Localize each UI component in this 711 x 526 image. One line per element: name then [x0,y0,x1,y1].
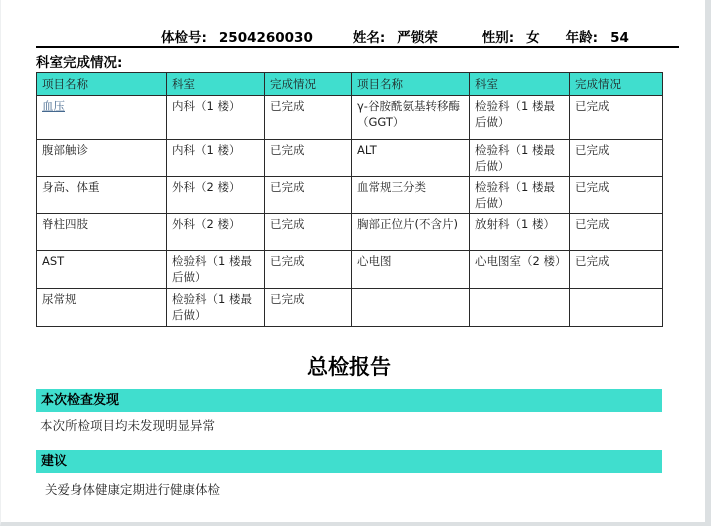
table-cell: ALT [352,140,470,177]
section-title-dept-completion: 科室完成情况: [36,55,123,71]
table-cell: 已完成 [265,251,352,288]
table-cell [470,288,570,326]
table-cell: 已完成 [265,140,352,177]
table-cell: 内科（1 楼） [167,96,265,140]
table-cell: 已完成 [265,288,352,326]
table-cell: 血常规三分类 [352,177,470,214]
column-header-department-1: 科室 [167,73,265,96]
patient-header [161,26,629,46]
table-cell [570,288,663,326]
table-cell: 放射科（1 楼） [470,214,570,251]
table-header-row [37,73,663,96]
table-cell-link[interactable]: 血压 [37,96,167,140]
department-completion-table [36,72,663,327]
column-header-status-1: 完成情况 [265,73,352,96]
exam-number-value: 2504260030 [218,30,313,46]
table-cell: 腹部触诊 [37,140,167,177]
table-cell: 检验科（1 楼最后做） [167,251,265,288]
gender-group [482,26,540,46]
table-row [37,140,663,177]
gender-value: 女 [526,30,540,46]
column-header-status-2: 完成情况 [570,73,663,96]
table-cell: 已完成 [570,140,663,177]
table-row [37,177,663,214]
gender-label: 性别: [481,30,515,46]
table-cell: 已完成 [265,214,352,251]
table-row [37,251,663,288]
table-cell: 外科（2 楼） [167,214,265,251]
patient-name-group [353,26,438,46]
table-row [37,96,663,140]
exam-number-label: 体检号: [161,30,207,46]
table-cell: 已完成 [570,214,663,251]
table-cell: 身高、体重 [37,177,167,214]
patient-name-value: 严锁荣 [397,30,438,46]
column-header-department-2: 科室 [470,73,570,96]
column-header-item-name-1: 项目名称 [37,73,167,96]
table-cell: 心电图 [352,251,470,288]
age-label: 年龄: [565,30,599,46]
exam-number-group [161,26,313,46]
table-cell: γ-谷胺酰氨基转移酶（GGT） [352,96,470,140]
report-title: 总检报告 [307,355,391,379]
table-cell: 已完成 [265,96,352,140]
age-value: 54 [610,30,629,46]
table-cell [352,288,470,326]
table-cell: 内科（1 楼） [167,140,265,177]
suggestion-text: 关爱身体健康定期进行健康体检 [45,482,221,497]
findings-heading-banner: 本次检查发现 [36,389,662,412]
table-cell: 检验科（1 楼最后做） [167,288,265,326]
table-row [37,214,663,251]
dept-table-body [37,96,663,327]
table-cell: 检验科（1 楼最后做） [470,177,570,214]
table-cell: 已完成 [265,177,352,214]
table-cell: 检验科（1 楼最后做） [470,140,570,177]
table-cell: 检验科（1 楼最后做） [470,96,570,140]
findings-text: 本次所检项目均未发现明显异常 [40,418,216,433]
table-cell: AST [37,251,167,288]
table-row [37,288,663,326]
age-group [566,26,629,46]
column-header-item-name-2: 项目名称 [352,73,470,96]
table-cell: 已完成 [570,177,663,214]
suggestion-heading-banner: 建议 [36,450,662,473]
table-cell: 已完成 [570,251,663,288]
table-cell: 外科（2 楼） [167,177,265,214]
table-cell: 心电图室（2 楼） [470,251,570,288]
table-cell: 脊柱四肢 [37,214,167,251]
table-cell: 尿常规 [37,288,167,326]
header-divider [36,46,679,48]
table-cell: 胸部正位片(不含片) [352,214,470,251]
table-head [37,73,663,96]
patient-name-label: 姓名: [352,30,386,46]
table-cell: 已完成 [570,96,663,140]
